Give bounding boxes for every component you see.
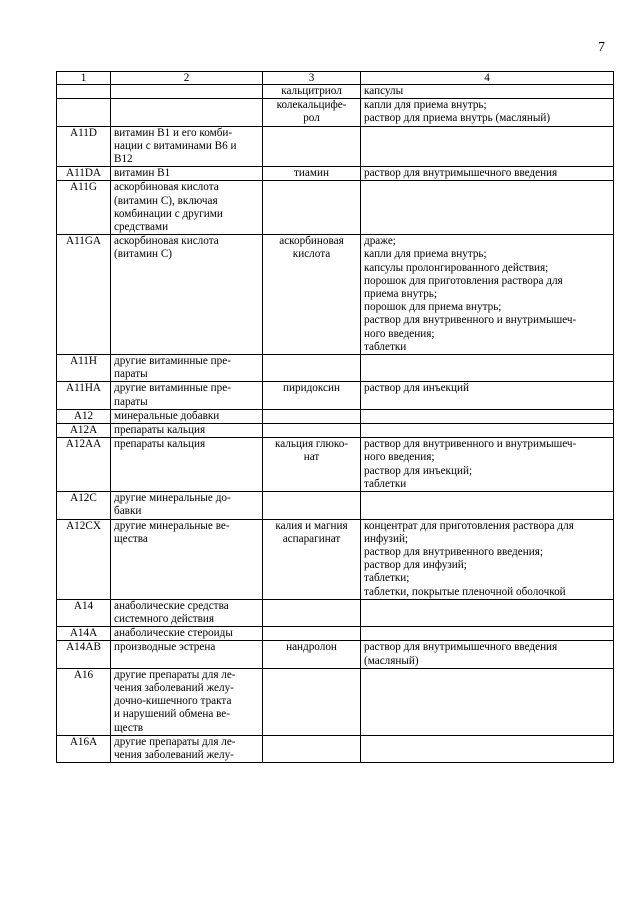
- code-cell: A14AB: [57, 641, 111, 668]
- page-number: 7: [598, 40, 605, 55]
- table-row: [57, 126, 614, 167]
- name-cell: аскорбиновая кислота (витамин С): [111, 235, 263, 355]
- name-cell: другие витаминные пре- параты: [111, 382, 263, 409]
- name-cell: другие препараты для ле- чения заболеваний желу- дочно-кишечного тракта и нарушений обмена ве- ществ: [111, 668, 263, 735]
- table-row: [57, 599, 614, 626]
- header-cell-2: 2: [111, 72, 263, 85]
- drug-cell: нандролон: [263, 641, 361, 668]
- table-row: [57, 627, 614, 641]
- code-cell: A14: [57, 599, 111, 626]
- name-cell: другие минеральные до- бавки: [111, 492, 263, 519]
- name-cell: витамин B1 и его комби- нации с витаминами B6 и B12: [111, 126, 263, 167]
- table-row: [57, 235, 614, 355]
- name-cell: другие витаминные пре- параты: [111, 355, 263, 382]
- forms-cell: [361, 492, 614, 519]
- code-cell: A11H: [57, 355, 111, 382]
- code-cell: A12A: [57, 424, 111, 438]
- table-row: [57, 735, 614, 762]
- code-cell: A11HA: [57, 382, 111, 409]
- name-cell: аскорбиновая кислота (витамин С), включая комбинации с другими средствами: [111, 181, 263, 235]
- drug-cell: [263, 126, 361, 167]
- code-cell: [57, 85, 111, 99]
- table-row: [57, 99, 614, 126]
- forms-cell: капли для приема внутрь; раствор для приема внутрь (масляный): [361, 99, 614, 126]
- table-row: [57, 492, 614, 519]
- name-cell: другие препараты для ле- чения заболеваний желу-: [111, 735, 263, 762]
- forms-cell: [361, 735, 614, 762]
- forms-cell: [361, 424, 614, 438]
- forms-cell: [361, 355, 614, 382]
- code-cell: A11D: [57, 126, 111, 167]
- forms-cell: раствор для инъекций: [361, 382, 614, 409]
- name-cell: анаболические средства системного действия: [111, 599, 263, 626]
- table-row: [57, 167, 614, 181]
- forms-cell: [361, 126, 614, 167]
- name-cell: минеральные добавки: [111, 409, 263, 423]
- drug-cell: [263, 424, 361, 438]
- forms-cell: концентрат для приготовления раствора для инфузий; раствор для внутривенного введения; раствор для инфузий; таблетки; таблетки, покрытые пленочной оболочкой: [361, 519, 614, 599]
- table-row: [57, 181, 614, 235]
- drug-cell: кальция глюко- нат: [263, 438, 361, 492]
- forms-cell: [361, 409, 614, 423]
- code-cell: A14A: [57, 627, 111, 641]
- code-cell: [57, 99, 111, 126]
- code-cell: A16: [57, 668, 111, 735]
- forms-cell: [361, 181, 614, 235]
- drug-cell: аскорбиновая кислота: [263, 235, 361, 355]
- drug-cell: тиамин: [263, 167, 361, 181]
- code-cell: A12: [57, 409, 111, 423]
- name-cell: другие минеральные ве- щества: [111, 519, 263, 599]
- table-header-row: [57, 72, 614, 85]
- table-row: [57, 85, 614, 99]
- name-cell: производные эстрена: [111, 641, 263, 668]
- drug-cell: колекальцифе- рол: [263, 99, 361, 126]
- code-cell: A12AA: [57, 438, 111, 492]
- drug-cell: кальцитриол: [263, 85, 361, 99]
- forms-cell: [361, 668, 614, 735]
- drug-cell: [263, 735, 361, 762]
- code-cell: A11DA: [57, 167, 111, 181]
- forms-cell: раствор для внутримышечного введения: [361, 167, 614, 181]
- drug-cell: [263, 181, 361, 235]
- forms-cell: капсулы: [361, 85, 614, 99]
- drug-cell: калия и магния аспарагинат: [263, 519, 361, 599]
- drug-cell: пиридоксин: [263, 382, 361, 409]
- header-cell-3: 3: [263, 72, 361, 85]
- code-cell: A16A: [57, 735, 111, 762]
- table-row: [57, 355, 614, 382]
- name-cell: [111, 85, 263, 99]
- code-cell: A11GA: [57, 235, 111, 355]
- drug-cell: [263, 668, 361, 735]
- forms-cell: раствор для внутривенного и внутримышеч- ного введения; раствор для инъекций; таблетки: [361, 438, 614, 492]
- code-cell: A12C: [57, 492, 111, 519]
- table-row: [57, 382, 614, 409]
- code-cell: A12CX: [57, 519, 111, 599]
- forms-cell: [361, 627, 614, 641]
- forms-cell: раствор для внутримышечного введения (масляный): [361, 641, 614, 668]
- drug-cell: [263, 599, 361, 626]
- table-row: [57, 409, 614, 423]
- name-cell: препараты кальция: [111, 438, 263, 492]
- drug-cell: [263, 409, 361, 423]
- table-row: [57, 438, 614, 492]
- header-cell-4: 4: [361, 72, 614, 85]
- forms-cell: [361, 599, 614, 626]
- forms-cell: драже; капли для приема внутрь; капсулы пролонгированного действия; порошок для приготовления раствора для приема внутрь; порошок для приема внутрь; раствор для внутривенного и внутримышеч- ного введения; таблетки: [361, 235, 614, 355]
- name-cell: препараты кальция: [111, 424, 263, 438]
- drug-cell: [263, 355, 361, 382]
- table-row: [57, 424, 614, 438]
- name-cell: [111, 99, 263, 126]
- table-row: [57, 641, 614, 668]
- table-body: [57, 85, 614, 763]
- code-cell: A11G: [57, 181, 111, 235]
- table-row: [57, 668, 614, 735]
- name-cell: анаболические стероиды: [111, 627, 263, 641]
- drug-cell: [263, 627, 361, 641]
- name-cell: витамин B1: [111, 167, 263, 181]
- table-row: [57, 519, 614, 599]
- drug-cell: [263, 492, 361, 519]
- drug-table: [56, 71, 614, 763]
- header-cell-1: 1: [57, 72, 111, 85]
